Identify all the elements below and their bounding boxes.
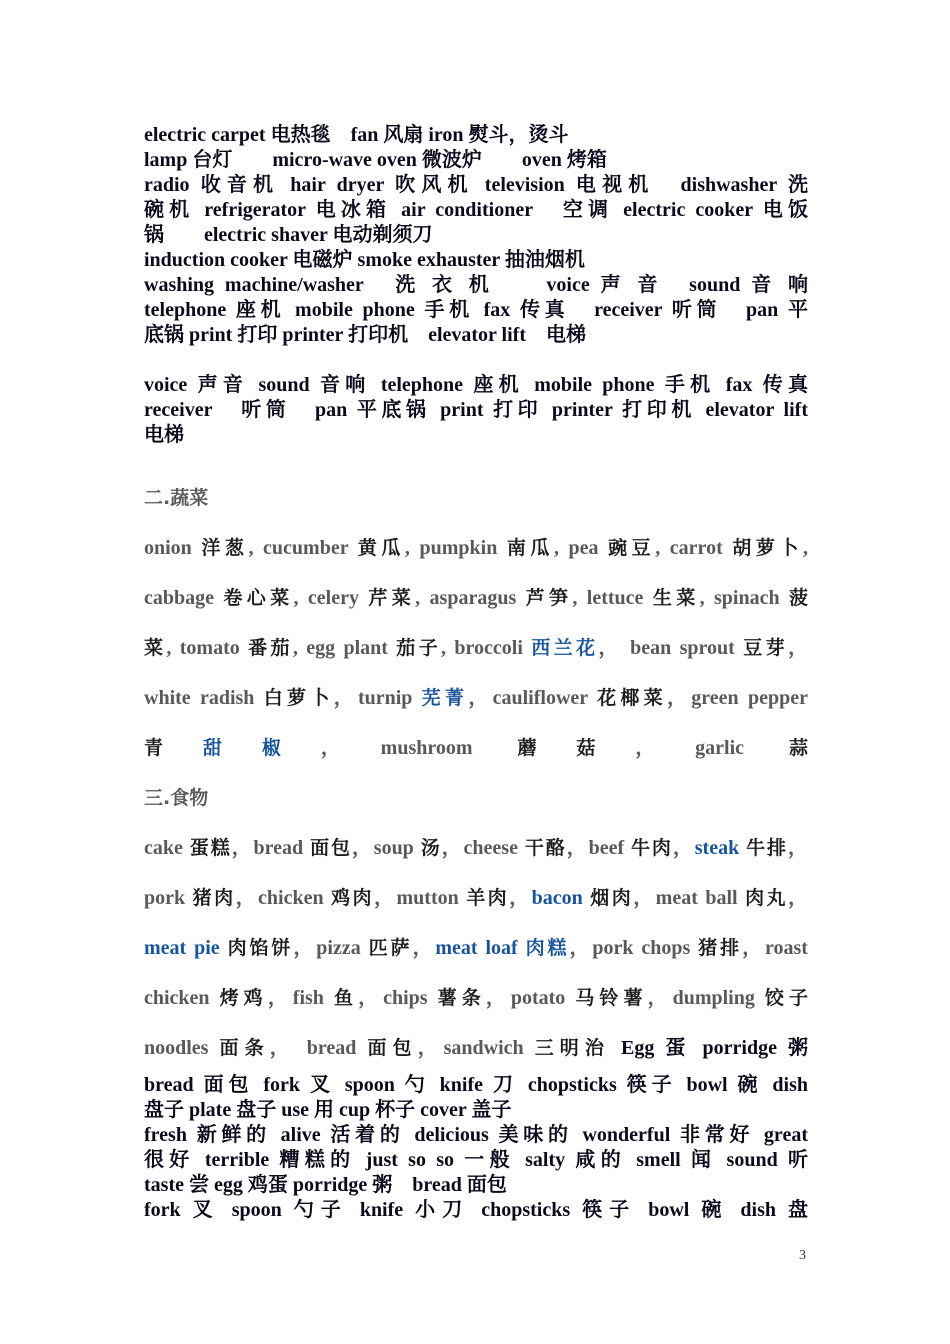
text-line: 电梯 bbox=[144, 424, 184, 446]
vocab-segment: 汤 bbox=[420, 837, 442, 859]
vocab-segment: , egg plant bbox=[292, 637, 397, 659]
vocab-segment: pork bbox=[144, 887, 193, 909]
vocab-segment: ， bread bbox=[269, 1037, 368, 1059]
section-heading-food: 三.食物 bbox=[144, 787, 209, 809]
spacer bbox=[144, 448, 808, 473]
vocab-segment: , tomato bbox=[166, 637, 249, 659]
text-line: induction cooker 电磁炉 smoke exhauster 抽油烟机 bbox=[144, 249, 585, 271]
page-number: 3 bbox=[799, 1248, 806, 1263]
vocab-segment: 菜 bbox=[144, 637, 167, 659]
vocab-segment: cake bbox=[144, 837, 190, 859]
vocab-segment: 蛋糕 bbox=[189, 837, 232, 859]
vocab-segment: 洋葱 bbox=[201, 537, 249, 559]
vocab-segment: ， bbox=[788, 887, 808, 909]
vocab-segment: ，turnip bbox=[333, 687, 422, 709]
vocab-segment: ，pizza bbox=[293, 937, 369, 959]
vocab-segment: 鸡肉 bbox=[331, 887, 375, 909]
spacer bbox=[144, 348, 808, 373]
vocab-line bbox=[144, 923, 808, 973]
vocab-segment: ，green pepper bbox=[666, 687, 808, 709]
text-line: telephone 座机 mobile phone 手机 fax 传真 receiver 听筒 pan 平 bbox=[144, 299, 808, 321]
vocab-segment: 猪肉 bbox=[192, 887, 236, 909]
vocab-segment: 肉糕 bbox=[525, 937, 570, 959]
vocab-segment: 羊肉 bbox=[466, 887, 510, 909]
text-line: receiver 听筒 pan 平底锅 print 打印 printer 打印机 elevator lift bbox=[144, 399, 808, 421]
vocab-segment: , cucumber bbox=[248, 537, 358, 559]
vocab-segment: chicken bbox=[144, 987, 220, 1009]
vocab-segment: 生菜 bbox=[652, 587, 700, 609]
vocab-segment: meat pie bbox=[144, 937, 228, 959]
vocab-segment: onion bbox=[144, 537, 202, 559]
vocab-segment: 肉馅饼 bbox=[227, 937, 294, 959]
vocab-line bbox=[144, 573, 808, 623]
vocab-segment: , celery bbox=[293, 587, 369, 609]
vocab-segment: 黄瓜 bbox=[357, 537, 405, 559]
vocab-segment: 花椰菜 bbox=[597, 687, 667, 709]
vocab-segment: 甜椒 bbox=[202, 737, 321, 759]
vocab-segment: 匹萨 bbox=[368, 937, 413, 959]
vocab-segment: , pumpkin bbox=[404, 537, 507, 559]
text-line: 底锅 print 打印 printer 打印机 elevator lift 电梯 bbox=[144, 324, 586, 346]
utensils-block bbox=[144, 1073, 808, 1223]
vocab-segment: 胡萝卜 bbox=[732, 537, 803, 559]
vocab-line bbox=[144, 1023, 808, 1073]
vocab-segment: white radish bbox=[144, 687, 264, 709]
vocab-segment: ，roast bbox=[742, 937, 808, 959]
text-line: 很好 terrible 糟糕的 just so so 一般 salty 咸的 smell 闻 sound 听 bbox=[144, 1149, 808, 1171]
vocab-segment: , broccoli bbox=[441, 637, 532, 659]
vocab-segment: 菠 bbox=[788, 587, 808, 609]
vocab-segment: 面条 bbox=[219, 1037, 270, 1059]
vocab-segment: ，garlic bbox=[635, 737, 789, 759]
vocab-segment: ，cauliflower bbox=[468, 687, 598, 709]
vocab-segment: ，mushroom bbox=[320, 737, 518, 759]
vocab-line bbox=[144, 523, 808, 573]
text-line: 盘子 plate 盘子 use 用 cup 杯子 cover 盖子 bbox=[144, 1099, 512, 1121]
vocab-segment: , carrot bbox=[655, 537, 733, 559]
repeat-block bbox=[144, 373, 808, 448]
vocab-segment: 蒜 bbox=[788, 737, 808, 759]
vocab-segment: , pea bbox=[554, 537, 609, 559]
vocab-segment: , bbox=[802, 537, 808, 559]
vocab-segment: 卷心菜 bbox=[223, 587, 294, 609]
vocab-segment: 青 bbox=[144, 737, 203, 759]
text-line: fresh 新鲜的 alive 活着的 delicious 美味的 wonderful 非常好 great bbox=[144, 1124, 808, 1146]
vocab-segment: 马铃薯 bbox=[575, 987, 648, 1009]
vocab-segment: 饺子 bbox=[764, 987, 808, 1009]
vocab-segment: 面包 bbox=[310, 837, 352, 859]
vocab-segment: ，dumpling bbox=[647, 987, 765, 1009]
vocab-segment: ，bread bbox=[231, 837, 311, 859]
vocab-segment: 芜菁 bbox=[421, 687, 469, 709]
vocab-line bbox=[144, 823, 808, 873]
vocab-segment: ， bbox=[787, 637, 808, 659]
vocab-segment: ，cheese bbox=[441, 837, 525, 859]
text-line: lamp 台灯 micro-wave oven 微波炉 oven 烤箱 bbox=[144, 149, 607, 171]
vocab-segment: Egg 蛋 porridge 粥 bbox=[609, 1037, 808, 1059]
vocab-segment: 白萝卜 bbox=[263, 687, 334, 709]
vocab-segment: ，meat ball bbox=[633, 887, 746, 909]
vocab-line bbox=[144, 973, 808, 1023]
appliances-block bbox=[144, 123, 808, 348]
vocab-segment: 牛排 bbox=[746, 837, 788, 859]
vocab-segment: 面包 bbox=[367, 1037, 418, 1059]
vocab-segment: , lettuce bbox=[572, 587, 653, 609]
vocab-segment: bacon bbox=[531, 887, 591, 909]
vocab-segment: 茄子 bbox=[396, 637, 442, 659]
vocab-segment: 牛肉 bbox=[631, 837, 673, 859]
vocab-segment: 豌豆 bbox=[608, 537, 656, 559]
vocab-segment: 三明治 bbox=[534, 1037, 610, 1059]
text-line: 锅 electric shaver 电动剃须刀 bbox=[144, 224, 433, 246]
vocab-segment: ， bbox=[412, 937, 436, 959]
vocab-segment: ，sandwich bbox=[417, 1037, 535, 1059]
text-line: voice 声音 sound 音响 telephone 座机 mobile phone 手机 fax 传真 bbox=[144, 374, 808, 396]
vocab-segment: ， bbox=[509, 887, 532, 909]
vocab-segment: 南瓜 bbox=[506, 537, 554, 559]
vocab-segment: 肉丸 bbox=[745, 887, 789, 909]
vocab-line bbox=[144, 673, 808, 723]
vocab-segment: 薯条 bbox=[437, 987, 486, 1009]
vocab-segment: ，beef bbox=[566, 837, 632, 859]
text-line: fork 叉 spoon 勺子 knife 小刀 chopsticks 筷子 bowl 碗 dish 盘 bbox=[144, 1199, 808, 1221]
vocab-segment: ，chips bbox=[358, 987, 438, 1009]
text-line: electric carpet 电热毯 fan 风扇 iron 熨斗，烫斗 bbox=[144, 124, 569, 146]
vocab-line bbox=[144, 873, 808, 923]
vocab-segment: cabbage bbox=[144, 587, 224, 609]
vocab-segment: ，fish bbox=[267, 987, 334, 1009]
document-page bbox=[144, 123, 808, 1223]
vocab-segment: 猪排 bbox=[698, 937, 743, 959]
vocab-line bbox=[144, 623, 808, 673]
vocab-segment: ， bbox=[787, 837, 808, 859]
vocab-segment: ，mutton bbox=[374, 887, 467, 909]
text-line: 碗机 refrigerator 电冰箱 air conditioner 空调 electric cooker 电饭 bbox=[144, 199, 808, 221]
vocab-segment: ，pork chops bbox=[569, 937, 699, 959]
food-list bbox=[144, 823, 808, 1073]
section-heading-vegetables: 二.蔬菜 bbox=[144, 487, 209, 509]
vocab-segment: 番茄 bbox=[248, 637, 293, 659]
vocab-segment: ， bean sprout bbox=[598, 637, 744, 659]
vocab-segment: ，potato bbox=[485, 987, 576, 1009]
vocab-segment: , spinach bbox=[699, 587, 789, 609]
vocab-segment: 豆芽 bbox=[743, 637, 788, 659]
text-line: radio 收音机 hair dryer 吹风机 television 电视机 dishwasher 洗 bbox=[144, 174, 808, 196]
vocab-segment: 烤鸡 bbox=[219, 987, 268, 1009]
vocab-segment: , asparagus bbox=[415, 587, 526, 609]
text-line: washing machine/washer 洗 衣 机 voice 声 音 sound 音 响 bbox=[144, 274, 808, 296]
vocab-segment: 鱼 bbox=[334, 987, 359, 1009]
vocab-line bbox=[144, 723, 808, 773]
vocab-segment: 芹菜 bbox=[368, 587, 416, 609]
vocab-segment: meat loaf bbox=[435, 937, 526, 959]
vocab-segment: noodles bbox=[144, 1037, 220, 1059]
vocab-segment: 芦笋 bbox=[525, 587, 573, 609]
text-line: taste 尝 egg 鸡蛋 porridge 粥 bread 面包 bbox=[144, 1174, 507, 1196]
vocab-segment: 干酪 bbox=[524, 837, 567, 859]
vocab-segment: 西兰花 bbox=[531, 637, 599, 659]
vocab-segment: ， bbox=[672, 837, 695, 859]
vegetables-list bbox=[144, 523, 808, 773]
text-line: bread 面包 fork 叉 spoon 勺 knife 刀 chopsticks 筷子 bowl 碗 dish bbox=[144, 1074, 808, 1096]
vocab-segment: ，chicken bbox=[235, 887, 332, 909]
vocab-segment: 烟肉 bbox=[590, 887, 634, 909]
vocab-segment: ，soup bbox=[351, 837, 421, 859]
vocab-segment: 蘑菇 bbox=[517, 737, 636, 759]
vocab-segment: steak bbox=[694, 837, 747, 859]
